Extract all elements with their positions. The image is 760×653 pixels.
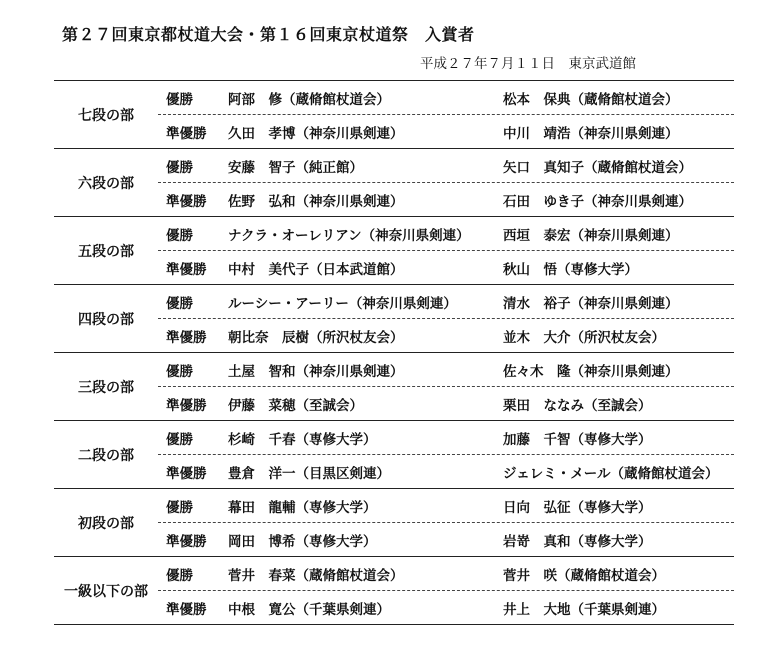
- runner-up-row: [158, 590, 734, 624]
- runner-up-row: [158, 182, 734, 216]
- competitor-left: 阿部 修（蔵脩館杖道会）: [228, 92, 390, 108]
- division-name: 二段の部: [78, 447, 134, 464]
- rank-label: 準優勝: [166, 398, 207, 414]
- division-section: [54, 557, 734, 625]
- division-section: [54, 489, 734, 557]
- rank-label: 準優勝: [166, 262, 207, 278]
- competitor-left: 中村 美代子（日本武道館）: [228, 262, 404, 278]
- rank-label: 優勝: [166, 296, 193, 312]
- division-name: 七段の部: [78, 107, 134, 124]
- competitor-right: 日向 弘征（専修大学）: [503, 500, 652, 516]
- winner-row: [158, 489, 734, 522]
- competitor-right: 栗田 ななみ（至誠会）: [503, 398, 652, 414]
- rank-label: 優勝: [166, 228, 193, 244]
- competitor-left: 朝比奈 辰樹（所沢杖友会）: [228, 330, 404, 346]
- rank-label: 優勝: [166, 568, 193, 584]
- winner-row: [158, 557, 734, 590]
- winner-row: [158, 149, 734, 182]
- runner-up-row: [158, 386, 734, 420]
- division-name: 三段の部: [78, 379, 134, 396]
- rank-label: 準優勝: [166, 126, 207, 142]
- rank-label: 準優勝: [166, 534, 207, 550]
- runner-up-row: [158, 250, 734, 284]
- division-section: [54, 149, 734, 217]
- winner-row: [158, 421, 734, 454]
- competitor-right: 秋山 悟（専修大学）: [503, 262, 638, 278]
- rank-label: 準優勝: [166, 194, 207, 210]
- winner-row: [158, 353, 734, 386]
- competitor-left: 岡田 博希（専修大学）: [228, 534, 377, 550]
- winner-row: [158, 285, 734, 318]
- winner-row: [158, 81, 734, 114]
- competitor-left: 幕田 龍輔（専修大学）: [228, 500, 377, 516]
- competitor-left: ナクラ・オーレリアン（神奈川県剣連）: [228, 228, 470, 244]
- competitor-right: 佐々木 隆（神奈川県剣連）: [503, 364, 679, 380]
- runner-up-row: [158, 522, 734, 556]
- document-title: 第２７回東京都杖道大会・第１６回東京杖道祭 入賞者: [62, 25, 475, 44]
- division-section: [54, 353, 734, 421]
- competitor-left: 安藤 智子（純正館）: [228, 160, 363, 176]
- runner-up-row: [158, 454, 734, 488]
- runner-up-row: [158, 318, 734, 352]
- winner-row: [158, 217, 734, 250]
- competitor-left: 土屋 智和（神奈川県剣連）: [228, 364, 404, 380]
- rank-label: 準優勝: [166, 602, 207, 618]
- competitor-left: 杉崎 千春（専修大学）: [228, 432, 377, 448]
- division-section: [54, 81, 734, 149]
- competitor-right: 加藤 千智（専修大学）: [503, 432, 652, 448]
- competitor-left: ルーシー・アーリー（神奈川県剣連）: [228, 296, 457, 312]
- competitor-right: 矢口 真知子（蔵脩館杖道会）: [503, 160, 692, 176]
- runner-up-row: [158, 114, 734, 148]
- competitor-left: 豊倉 洋一（目黒区剣連）: [228, 466, 390, 482]
- rank-label: 優勝: [166, 432, 193, 448]
- competitor-right: 並木 大介（所沢杖友会）: [503, 330, 665, 346]
- competitor-left: 菅井 春菜（蔵脩館杖道会）: [228, 568, 404, 584]
- competitor-right: 菅井 咲（蔵脩館杖道会）: [503, 568, 665, 584]
- division-name: 四段の部: [78, 311, 134, 328]
- division-name: 一級以下の部: [64, 583, 148, 600]
- competitor-right: 松本 保典（蔵脩館杖道会）: [503, 92, 679, 108]
- division-section: [54, 421, 734, 489]
- rank-label: 準優勝: [166, 466, 207, 482]
- competitor-left: 久田 孝博（神奈川県剣連）: [228, 126, 404, 142]
- rank-label: 優勝: [166, 92, 193, 108]
- rank-label: 準優勝: [166, 330, 207, 346]
- division-section: [54, 285, 734, 353]
- rank-label: 優勝: [166, 364, 193, 380]
- division-section: [54, 217, 734, 285]
- competitor-right: 清水 裕子（神奈川県剣連）: [503, 296, 679, 312]
- competitor-right: 中川 靖浩（神奈川県剣連）: [503, 126, 679, 142]
- competitor-right: 石田 ゆき子（神奈川県剣連）: [503, 194, 692, 210]
- division-name: 五段の部: [78, 243, 134, 260]
- event-date-venue: 平成２７年７月１１日 東京武道館: [420, 56, 636, 72]
- rank-label: 優勝: [166, 500, 193, 516]
- results-table: [54, 80, 734, 625]
- division-name: 六段の部: [78, 175, 134, 192]
- competitor-left: 中根 寛公（千葉県剣連）: [228, 602, 390, 618]
- competitor-right: 岩嵜 真和（専修大学）: [503, 534, 652, 550]
- division-name: 初段の部: [78, 515, 134, 532]
- competitor-right: 西垣 泰宏（神奈川県剣連）: [503, 228, 679, 244]
- competitor-left: 佐野 弘和（神奈川県剣連）: [228, 194, 404, 210]
- competitor-right: ジェレミ・メール（蔵脩館杖道会）: [503, 466, 719, 482]
- competitor-right: 井上 大地（千葉県剣連）: [503, 602, 665, 618]
- rank-label: 優勝: [166, 160, 193, 176]
- competitor-left: 伊藤 菜穂（至誠会）: [228, 398, 363, 414]
